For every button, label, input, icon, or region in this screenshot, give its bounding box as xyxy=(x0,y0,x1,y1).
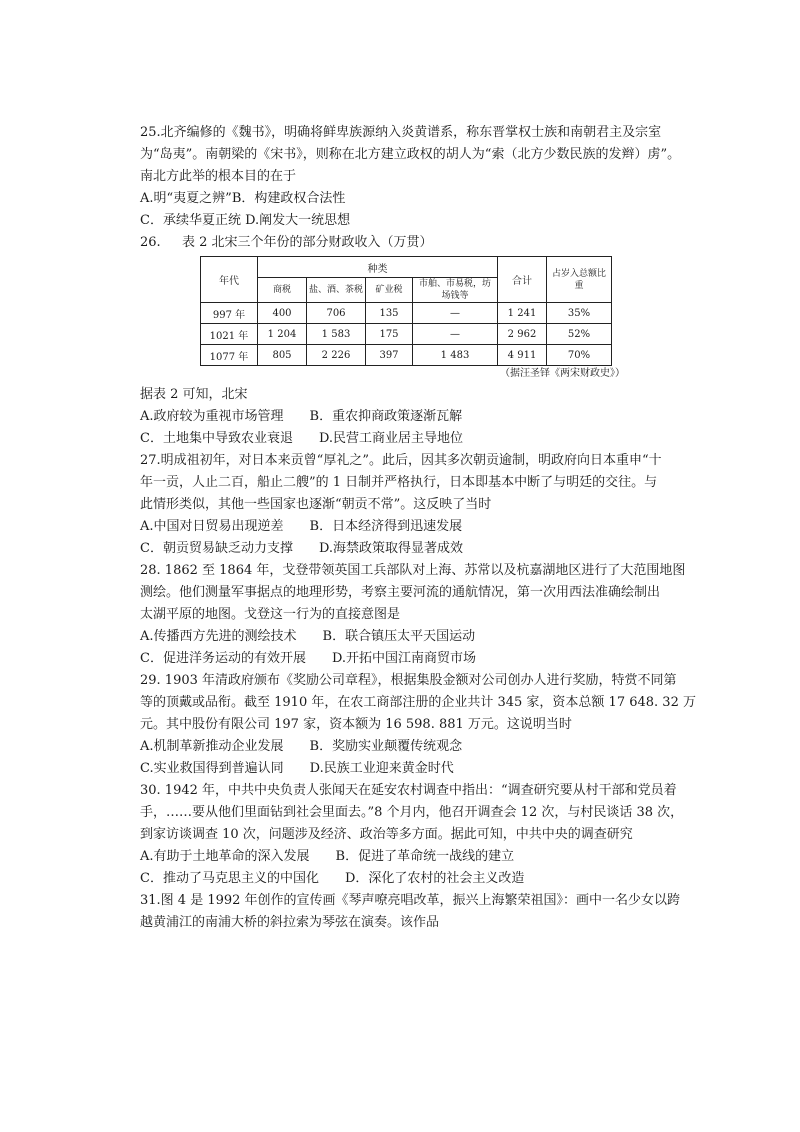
table-row xyxy=(201,303,612,324)
q25-option-c: C．承续华夏正统 xyxy=(140,213,241,228)
table-cell: 400 xyxy=(258,303,307,324)
q25-stem-line-3: 南北方此举的根本目的在于 xyxy=(140,169,297,184)
q29-option-a: A.机制革新推动企业发展 xyxy=(140,739,284,754)
row-total: 2 962 xyxy=(498,324,547,345)
q31-stem-line-1: 31.图 4 是 1992 年创作的宣传画《琴声嘹亮唱改革，振兴上海繁荣祖国》：画中一名少女以跨 xyxy=(140,893,681,908)
q30-stem-line-1: 30. 1942 年，中共中央负责人张闻天在延安农村调查中指出：“调查研究要从村干部和党员着 xyxy=(140,783,677,798)
q26-option-c: C．土地集中导致农业衰退 xyxy=(140,431,293,446)
q26-table-wrapper xyxy=(200,256,680,382)
question-25 xyxy=(140,122,680,232)
row-ratio: 52% xyxy=(547,324,612,345)
q29-stem-line-3: 元。其中股份有限公司 197 家，资本额为 16 598. 881 万元。这说明当时 xyxy=(140,717,572,732)
q26-stem: 据表 2 可知，北宋 xyxy=(140,387,248,402)
row-year: 1077 年 xyxy=(201,345,258,366)
q29-option-c: C.实业救国得到普遍认同 xyxy=(140,761,284,776)
year-header: 年代 xyxy=(201,257,258,303)
row-total: 1 241 xyxy=(498,303,547,324)
q30-option-d: D．深化了农村的社会主义改造 xyxy=(344,871,525,886)
table-cell: 1 583 xyxy=(307,324,366,345)
q28-stem-line-2: 测绘。他们测量军事据点的地理形势，考察主要河流的通航情况，第一次用西法准确绘制出 xyxy=(140,585,661,600)
q27-stem-line-1: 27.明成祖初年，对日本来贡曾“厚礼之”。此后，因其多次朝贡逾制，明政府向日本重申“十 xyxy=(140,453,662,468)
q27-option-a: A.中国对日贸易出现逆差 xyxy=(140,519,284,534)
table-cell: 135 xyxy=(366,303,413,324)
table-cell: 2 226 xyxy=(307,345,366,366)
table-row xyxy=(201,324,612,345)
table-cell: 175 xyxy=(366,324,413,345)
q28-option-a: A.传播西方先进的测绘技术 xyxy=(140,629,297,644)
q26-number: 26. xyxy=(140,235,161,250)
q28-stem-line-3: 太湖平原的地图。戈登这一行为的直接意图是 xyxy=(140,607,401,622)
row-year: 997 年 xyxy=(201,303,258,324)
q30-option-a: A.有助于土地革命的深入发展 xyxy=(140,849,310,864)
total-header: 合计 xyxy=(498,257,547,303)
col-header-mining-tax: 矿业税 xyxy=(366,278,413,303)
q26-table-caption: 表 2 北宋三个年份的部分财政收入（万贯） xyxy=(182,235,433,250)
q25-option-b: B．构建政权合法性 xyxy=(231,191,346,206)
row-year: 1021 年 xyxy=(201,324,258,345)
q30-option-c: C．推动了马克思主义的中国化 xyxy=(140,871,319,886)
table-cell: 706 xyxy=(307,303,366,324)
q27-option-b: B．日本经济得到迅速发展 xyxy=(309,519,463,534)
col-header-salt-wine-tea-tax: 盐、酒、茶税 xyxy=(307,278,366,303)
table-cell: — xyxy=(413,303,498,324)
question-column xyxy=(140,122,696,934)
q26-option-a: A.政府较为重视市场管理 xyxy=(140,409,284,424)
table-cell: 1 204 xyxy=(258,324,307,345)
category-group-header: 种类 xyxy=(258,257,498,278)
row-ratio: 70% xyxy=(547,345,612,366)
q25-option-d: D.阐发大一统思想 xyxy=(245,213,351,228)
q27-stem-line-2: 年一贡，人止二百，船止二艘”的 1 日制并严格执行，日本即基本中断了与明廷的交往。与 xyxy=(140,475,658,490)
q31-stem-line-2: 越黄浦江的南浦大桥的斜拉索为琴弦在演奏。该作品 xyxy=(140,915,440,930)
table-cell: 1 483 xyxy=(413,345,498,366)
table-cell: — xyxy=(413,324,498,345)
q27-option-d: D.海禁政策取得显著成效 xyxy=(318,541,464,556)
row-ratio: 35% xyxy=(547,303,612,324)
q28-stem-line-1: 28. 1862 至 1864 年，戈登带领英国工兵部队对上海、苏常以及杭嘉湖地区进行了大范围地图 xyxy=(140,563,686,578)
q26-option-b: B．重农抑商政策逐渐瓦解 xyxy=(309,409,463,424)
question-29 xyxy=(140,670,696,780)
q25-stem-line-1: 25.北齐编修的《魏书》，明确将鲜卑族源纳入炎黄谱系，称东晋掌权士族和南朝君主及宗室 xyxy=(140,125,662,140)
q28-option-c: C．促进洋务运动的有效开展 xyxy=(140,651,306,666)
q25-option-a: A.明“夷夏之辨” xyxy=(140,191,232,206)
question-31 xyxy=(140,890,680,934)
q30-option-b: B．促进了革命统一战线的建立 xyxy=(335,849,515,864)
table-row xyxy=(201,345,612,366)
table-cell: 805 xyxy=(258,345,307,366)
question-26 xyxy=(140,232,680,450)
question-27 xyxy=(140,450,680,560)
q29-stem-line-2: 等的顶戴或品衔。截至 1910 年，在农工商部注册的企业共计 345 家，资本总额 17 648. 32 万 xyxy=(140,695,696,710)
question-30 xyxy=(140,780,684,890)
table-cell: 397 xyxy=(366,345,413,366)
q29-stem-line-1: 29. 1903 年清政府颁布《奖励公司章程》，根据集股金额对公司创办人进行奖励，特赏不同第 xyxy=(140,673,677,688)
col-header-commerce-tax: 商税 xyxy=(258,278,307,303)
row-total: 4 911 xyxy=(498,345,547,366)
finance-table xyxy=(200,256,612,366)
q30-stem-line-3: 到家访谈调查 10 次，问题涉及经济、政治等多方面。据此可知，中共中央的调查研究 xyxy=(140,827,633,842)
q26-option-d: D.民营工商业居主导地位 xyxy=(318,431,464,446)
q27-option-c: C．朝贡贸易缺乏动力支撑 xyxy=(140,541,293,556)
q29-option-b: B．奖励实业颠覆传统观念 xyxy=(309,739,463,754)
question-28 xyxy=(140,560,686,670)
q28-option-b: B．联合镇压太平天国运动 xyxy=(322,629,476,644)
q29-option-d: D.民族工业迎来黄金时代 xyxy=(309,761,454,776)
q30-stem-line-2: 手，……要从他们里面钻到社会里面去。”8 个月内，他召开调查会 12 次，与村民谈话 38 次， xyxy=(140,805,684,820)
table-source: （据汪圣铎《两宋财政史》） xyxy=(500,368,625,379)
ratio-header: 占岁入总额比重 xyxy=(547,257,612,303)
q25-stem-line-2: 为“岛夷”。南朝梁的《宋书》，则称在北方建立政权的胡人为“索（北方少数民族的发辫）虏”。 xyxy=(140,147,681,162)
col-header-trade-tax: 市舶、市易税，坊场钱等 xyxy=(413,278,498,303)
q28-option-d: D.开拓中国江南商贸市场 xyxy=(331,651,477,666)
q27-stem-line-3: 此情形类似，其他一些国家也逐渐“朝贡不常”。这反映了当时 xyxy=(140,497,492,512)
